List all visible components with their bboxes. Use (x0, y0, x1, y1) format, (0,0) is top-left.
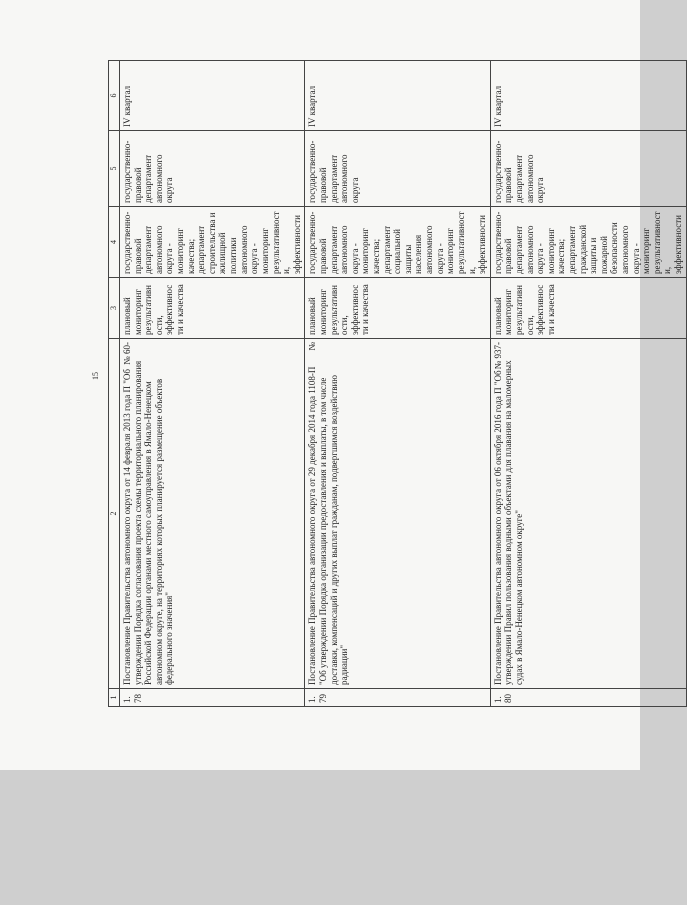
document-number-part: № 60- (122, 342, 132, 365)
header-cell: 1 (109, 689, 120, 707)
executor: государственно-правовой департамент автономного округа - мониторинг качества; департамент социальной защиты населения автономного округа - мониторинг результативности, эффективности (305, 207, 490, 278)
co-executor: государственно-правовой департамент автономного округа (490, 131, 686, 207)
period: IV квартал (490, 61, 686, 131)
executor: государственно-правовой департамент автономного округа - мониторинг качества; департамент строительства и жилищной политики автономного округа - мониторинг результативности, эффективности (120, 207, 305, 278)
header-cell: 3 (109, 278, 120, 339)
monitoring-type: плановый мониторинг результативности, эффективности и качества (490, 278, 686, 339)
document-number-part: № (307, 342, 318, 351)
document-cell (490, 339, 686, 689)
document-title: Постановление Правительства автономного округа от 06 октября 2016 года П "Об утверждении Правил пользования водными объектами для плавания на маломерных судах в Ямало-Ненецком автономном округе" (492, 360, 524, 685)
page-number: 15 (91, 372, 100, 380)
co-executor: государственно-правовой департамент автономного округа (305, 131, 490, 207)
period: IV квартал (120, 61, 305, 131)
header-cell: 5 (109, 131, 120, 207)
header-cell: 6 (109, 61, 120, 131)
document-number-part: № 937- (492, 342, 503, 370)
executor: государственно-правовой департамент автономного округа - мониторинг качества; департамент гражданской защиты и пожарной безопасности автономного округа - мониторинг результативности, эффективности (490, 207, 686, 278)
table-header-row (109, 61, 120, 707)
document-title: Постановление Правительства автономного округа от 29 декабря 2014 года 1108-П "Об утверждении Порядка организации предоставления и выплаты, в том числе доставки, компенсаций и других выплат гражданам, подвергшимся воздействию радиации" (307, 366, 350, 685)
row-number: 1.80 (490, 689, 686, 707)
co-executor: государственно-правовой департамент автономного округа (120, 131, 305, 207)
document-cell (120, 339, 305, 689)
rotated-table-wrapper (108, 61, 684, 707)
monitoring-type: плановый мониторинг результативности, эффективности и качества (120, 278, 305, 339)
monitoring-plan-table (108, 60, 687, 707)
header-cell: 4 (109, 207, 120, 278)
period: IV квартал (305, 61, 490, 131)
table-row (120, 61, 305, 707)
header-cell: 2 (109, 339, 120, 689)
monitoring-type: плановый мониторинг результативности, эффективности и качества (305, 278, 490, 339)
document-cell (305, 339, 490, 689)
row-number: 1.78 (120, 689, 305, 707)
document-title: Постановление Правительства автономного округа от 14 февраля 2013 года П "Об утверждении Порядка согласования проекта схемы территориального планирования Российской Федерации органами местного самоуправления в Ямало-Ненецком автономном округе, на территориях которых планируется размещение объектов федерального значения" (122, 360, 175, 685)
row-number: 1.79 (305, 689, 490, 707)
table-row (305, 61, 490, 707)
table-row (490, 61, 686, 707)
